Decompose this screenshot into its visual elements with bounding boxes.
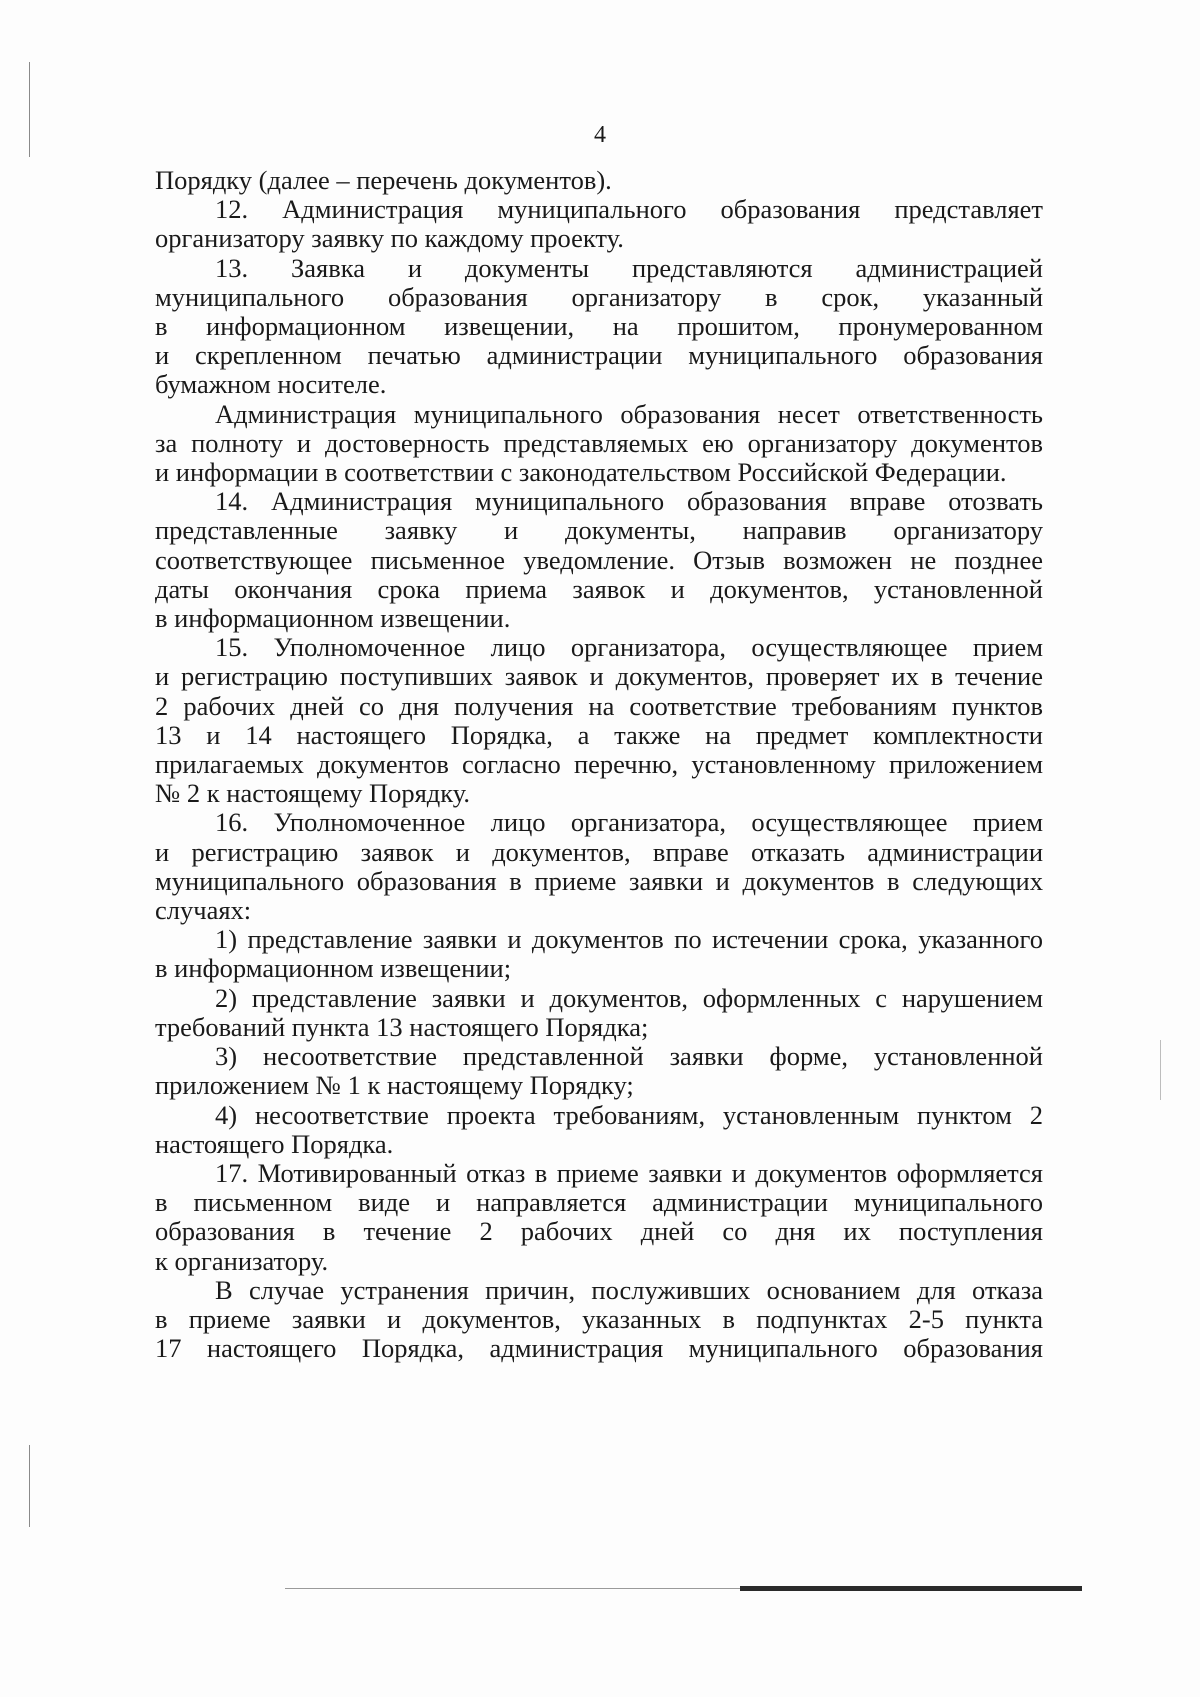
paragraph-item-17-resubmission — [155, 1276, 1043, 1364]
text-line: 3) несоответствие представленной заявки форме, установленной — [215, 1041, 1043, 1072]
bottom-scan-rule-thick — [740, 1586, 1082, 1591]
text-line: прилагаемых документов согласно перечню, установленному приложением — [155, 749, 1043, 780]
text-line: и регистрацию заявок и документов, вправе отказать администрации — [155, 836, 1043, 867]
paragraph-continuation — [155, 166, 1043, 195]
text-line: 12. Администрация муниципального образования представляет — [215, 194, 1043, 225]
text-line: 13 и 14 настоящего Порядка, а также на предмет комплектности — [155, 719, 1043, 750]
text-line: в информационном извещении. — [155, 603, 511, 634]
text-line: 13. Заявка и документы представляются администрацией — [215, 252, 1043, 283]
text-line: требований пункта 13 настоящего Порядка; — [155, 1011, 649, 1042]
text-line: к организатору. — [155, 1245, 329, 1276]
list-item-16-3 — [155, 1042, 1043, 1100]
list-item-16-2 — [155, 984, 1043, 1042]
text-line: В случае устранения причин, послуживших основанием для отказа — [215, 1274, 1043, 1305]
text-line: и информации в соответствии с законодательством Российской Федерации. — [155, 457, 1007, 488]
text-line: за полноту и достоверность представляемых ею организатору документов — [155, 427, 1043, 458]
text-line: 14. Администрация муниципального образования вправе отозвать — [215, 486, 1043, 517]
text-line: Порядку (далее – перечень документов). — [155, 165, 612, 195]
text-line: и скрепленном печатью администрации муниципального образования — [155, 340, 1043, 371]
page-number: 4 — [594, 122, 606, 148]
document-body — [155, 166, 1043, 1363]
text-line: настоящего Порядка. — [155, 1128, 394, 1159]
text-line: соответствующее письменное уведомление. Отзыв возможен не позднее — [155, 544, 1043, 575]
text-line: 2 рабочих дней со дня получения на соответствие требованиям пунктов — [155, 690, 1043, 721]
paragraph-item-17 — [155, 1159, 1043, 1276]
text-line: и регистрацию поступивших заявок и документов, проверяет их в течение — [155, 661, 1043, 692]
paragraph-item-14 — [155, 487, 1043, 633]
text-line: приложением № 1 к настоящему Порядку; — [155, 1070, 634, 1101]
paragraph-item-15 — [155, 633, 1043, 808]
text-line: в информационном извещении, на прошитом, пронумерованном — [155, 311, 1043, 342]
paragraph-item-13 — [155, 254, 1043, 400]
text-line: № 2 к настоящему Порядку. — [155, 778, 470, 809]
text-line: организатору заявку по каждому проекту. — [155, 223, 624, 254]
list-item-16-4 — [155, 1101, 1043, 1159]
text-line: 1) представление заявки и документов по истечении срока, указанного — [215, 924, 1043, 955]
text-line: 2) представление заявки и документов, оформленных с нарушением — [215, 982, 1043, 1013]
paragraph-item-13-responsibility — [155, 400, 1043, 488]
paragraph-item-16 — [155, 808, 1043, 925]
text-line: 16. Уполномоченное лицо организатора, осуществляющее прием — [215, 807, 1043, 838]
text-line: 17 настоящего Порядка, администрация муниципального образования — [155, 1333, 1043, 1364]
text-line: 15. Уполномоченное лицо организатора, осуществляющее прием — [215, 632, 1043, 663]
left-margin-mark-bottom — [29, 1445, 30, 1527]
text-line: 4) несоответствие проекта требованиям, установленным пунктом 2 — [215, 1099, 1043, 1130]
text-line: в письменном виде и направляется администрации муниципального — [155, 1187, 1043, 1218]
text-line: Администрация муниципального образования несет ответственность — [215, 398, 1043, 429]
text-line: даты окончания срока приема заявок и документов, установленной — [155, 573, 1043, 604]
text-line: в приеме заявки и документов, указанных в подпунктах 2-5 пункта — [155, 1303, 1043, 1334]
text-line: случаях: — [155, 895, 252, 926]
bottom-scan-rule-thin — [285, 1588, 745, 1589]
paragraph-item-12 — [155, 195, 1043, 253]
text-line: муниципального образования организатору в срок, указанный — [155, 281, 1043, 312]
text-line: представленные заявку и документы, направив организатору — [155, 515, 1043, 546]
right-margin-mark — [1160, 1040, 1161, 1100]
text-line: муниципального образования в приеме заявки и документов в следующих — [155, 865, 1043, 896]
text-line: в информационном извещении; — [155, 953, 512, 984]
list-item-16-1 — [155, 925, 1043, 983]
text-line: бумажном носителе. — [155, 369, 387, 400]
text-line: образования в течение 2 рабочих дней со дня их поступления — [155, 1216, 1043, 1247]
text-line: 17. Мотивированный отказ в приеме заявки и документов оформляется — [215, 1157, 1043, 1188]
